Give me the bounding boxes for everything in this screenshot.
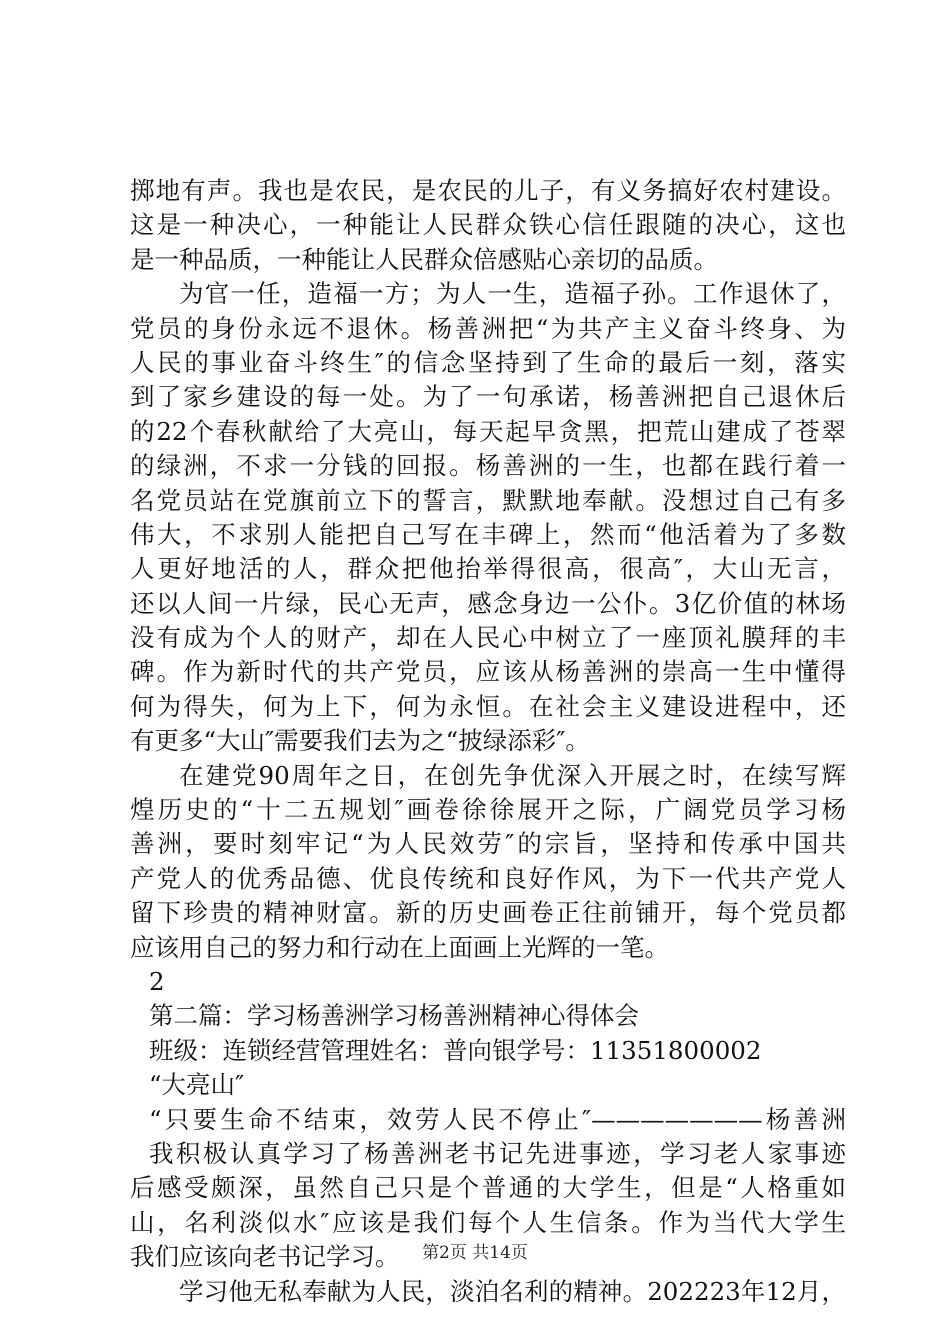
text-line: 这是一种决心，一种能让人民群众铁心信任跟随的决心，这也	[130, 210, 846, 240]
page-footer: 第2页 共14页	[422, 1243, 528, 1263]
text-line: 何为得失，何为上下，何为永恒。在社会主义建设进程中，还	[130, 691, 846, 721]
text-line: “只要生命不结束，效劳人民不停止″———————杨善洲	[149, 1104, 846, 1134]
text-line: 掷地有声。我也是农民，是农民的儿子，有义务搞好农村建设。	[130, 176, 846, 205]
text-line: 伟大，不求别人能把自己写在丰碑上，然而“他活着为了多数	[130, 519, 846, 549]
text-line: 煌历史的“十二五规划″画卷徐徐展开之际，广阔党员学习杨	[130, 795, 846, 825]
text-line: 班级：连锁经营管理姓名：普向银学号：11351800002	[149, 1035, 762, 1065]
text-line: 碑。作为新时代的共产党员，应该从杨善洲的崇高一生中懂得	[130, 657, 846, 687]
text-line: 善洲，要时刻牢记“为人民效劳″的宗旨，坚持和传承中国共	[130, 829, 846, 859]
text-line: 到了家乡建设的每一处。为了一句承诺，杨善洲把自己退休后	[130, 382, 846, 412]
document-body	[130, 174, 846, 1309]
text-line: 应该用自己的努力和行动在上面画上光辉的一笔。	[130, 932, 669, 962]
text-line: 第二篇：学习杨善洲学习杨善洲精神心得体会	[149, 1001, 639, 1031]
text-line: 人民的事业奋斗终生″的信念坚持到了生命的最后一刻，落实	[130, 347, 846, 377]
text-line: 的22个春秋献给了大亮山，每天起早贪黑，把荒山建成了苍翠	[130, 416, 846, 446]
text-line: 我们应该向老书记学习。	[130, 1242, 400, 1272]
text-line: 学习他无私奉献为人民，淡泊名利的精神。202223年12月，	[179, 1276, 846, 1306]
text-line: 有更多“大山″需要我们去为之“披绿添彩″。	[130, 726, 590, 756]
text-line: 山，名利淡似水″应该是我们每个人生信条。作为当代大学生	[130, 1207, 846, 1237]
text-line: 产党人的优秀品德、优良传统和良好作风，为下一代共产党人	[130, 863, 846, 893]
text-line: 我积极认真学习了杨善洲老书记先进事迹，学习老人家事迹	[149, 1138, 846, 1168]
text-line: 是一种品质，一种能让人民群众倍感贴心亲切的品质。	[130, 244, 718, 274]
text-line: 名党员站在党旗前立下的誓言，默默地奉献。没想过自己有多	[130, 485, 846, 515]
text-line: 后感受颇深，虽然自己只是个普通的大学生，但是“人格重如	[130, 1173, 846, 1203]
text-line: 人更好地活的人，群众把他抬举得很高，很高″，大山无言，	[130, 554, 846, 584]
text-line: 还以人间一片绿，民心无声，感念身边一公仆。3亿价值的林场	[130, 588, 846, 618]
text-line: “大亮山″	[149, 1070, 245, 1100]
text-line: 没有成为个人的财产，却在人民心中树立了一座顶礼膜拜的丰	[130, 623, 846, 653]
text-line: 留下珍贵的精神财富。新的历史画卷正往前铺开，每个党员都	[130, 898, 846, 928]
text-line: 党员的身份永远不退休。杨善洲把“为共产主义奋斗终身、为	[130, 313, 846, 343]
text-line: 的绿洲，不求一分钱的回报。杨善洲的一生，也都在践行着一	[130, 451, 846, 481]
text-line: 2	[149, 966, 165, 996]
text-line: 为官一任，造福一方；为人一生，造福子孙。工作退休了，	[179, 279, 846, 309]
text-line: 在建党90周年之日，在创先争优深入开展之时，在续写辉	[179, 760, 846, 790]
